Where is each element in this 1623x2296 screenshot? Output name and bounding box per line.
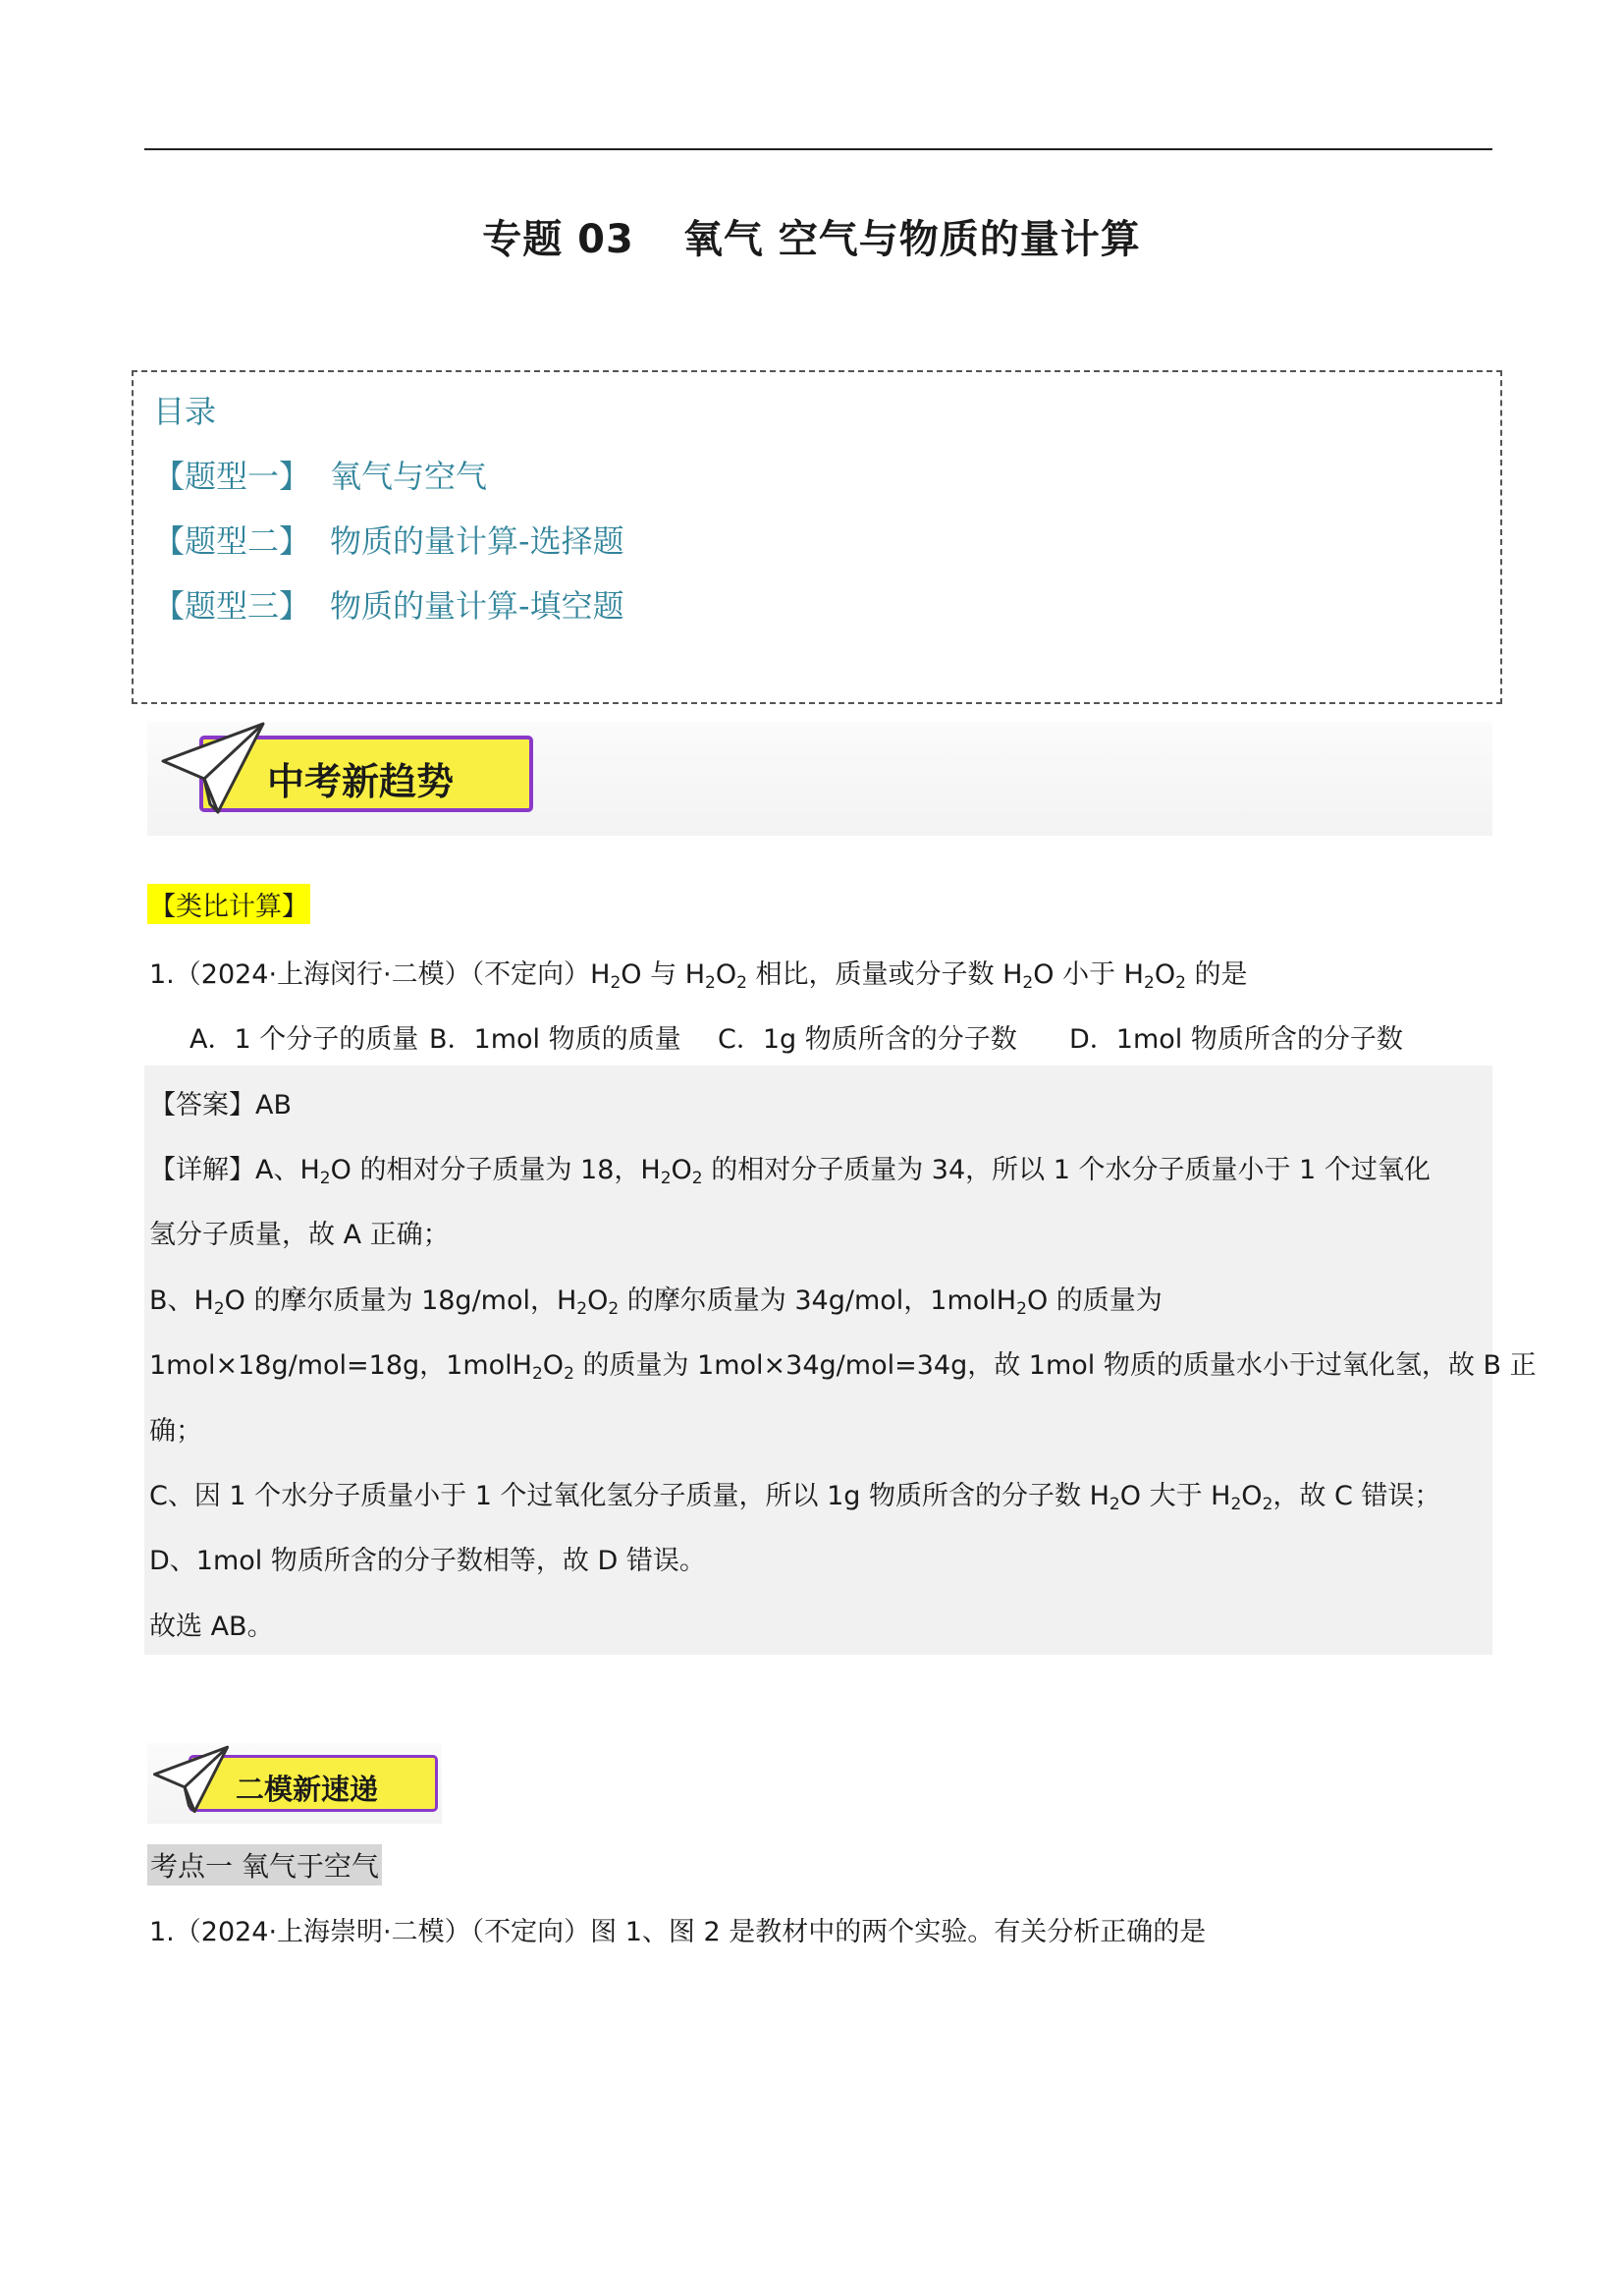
explain-line-6: C、因 1 个水分子质量小于 1 个过氧化氢分子质量，所以 1g 物质所含的分子数 $H_2O$ 大于 $H_2O_2$，故 C 错误； bbox=[149, 1481, 1441, 1514]
toc-item-3[interactable] bbox=[153, 581, 624, 627]
question-2 bbox=[149, 1910, 1206, 1948]
explain-label: 【详解】 bbox=[149, 1155, 255, 1185]
option-b: B．1mol 物质的质量 bbox=[429, 1024, 681, 1055]
banner-zhongkao-label: 中考新趋势 bbox=[267, 760, 455, 803]
answer-value: AB bbox=[255, 1090, 292, 1121]
section-label-leibi: 【类比计算】 bbox=[147, 884, 310, 924]
toc-item-2[interactable] bbox=[153, 517, 624, 562]
answer-line bbox=[149, 1083, 292, 1121]
toc-item-tag: 【题型一】 bbox=[153, 458, 311, 495]
banner-ermo-area bbox=[147, 1743, 442, 1824]
explain-line-5: 确； bbox=[149, 1416, 202, 1447]
explain-line-3: B、$H_2O$ 的摩尔质量为 18g/mol，$H_2O_2$ 的摩尔质量为 34g/mol，1molH$_2$O 的质量为 bbox=[149, 1285, 1163, 1319]
toc-item-tag: 【题型三】 bbox=[153, 587, 311, 625]
option-d: D．1mol 物质所含的分子数 bbox=[1069, 1024, 1403, 1055]
explain-line-8: 故选 AB。 bbox=[149, 1612, 274, 1642]
paper-plane-icon bbox=[153, 1745, 232, 1818]
explain-line-7: D、1mol 物质所含的分子数相等，故 D 错误。 bbox=[149, 1546, 706, 1576]
table-of-contents bbox=[132, 370, 1502, 704]
explain-line-4: 1mol×18g/mol=18g，$1molH_2O_2$ 的质量为 1mol×34g/mol=34g，故 1mol 物质的质量水小于过氧化氢，故 B 正 bbox=[149, 1350, 1537, 1384]
question-source: （2024·上海闵行·二模）（不定向） bbox=[174, 959, 591, 990]
toc-item-tag: 【题型二】 bbox=[153, 522, 311, 560]
option-a: A．1 个分子的质量 bbox=[189, 1024, 419, 1055]
explain-line-2: 氢分子质量，故 A 正确； bbox=[149, 1220, 450, 1250]
explain-line-1: 【详解】A、$H_2O$ 的相对分子质量为 18，$H_2O_2$ 的相对分子质量为 34，所以 1 个水分子质量小于 1 个过氧化 bbox=[149, 1155, 1431, 1188]
toc-heading: 目录 bbox=[153, 393, 217, 430]
banner-ermo-label: 二模新速递 bbox=[236, 1773, 379, 1806]
paper-plane-icon bbox=[161, 722, 269, 820]
toc-item-text: 氧气与空气 bbox=[330, 458, 488, 495]
page-title bbox=[0, 208, 1623, 264]
kaodian-label: 考点一 氧气于空气 bbox=[147, 1844, 382, 1886]
header-rule bbox=[144, 148, 1492, 150]
title-prefix: 专题 03 bbox=[482, 217, 634, 262]
question-number: 1. bbox=[149, 1917, 175, 1947]
toc-item-text: 物质的量计算-选择题 bbox=[330, 522, 624, 560]
question-1 bbox=[149, 953, 1248, 991]
question-number: 1. bbox=[149, 959, 175, 990]
banner-zhongkao-area bbox=[147, 722, 1492, 836]
answer-label: 【答案】 bbox=[149, 1090, 255, 1121]
option-c: C．1g 物质所含的分子数 bbox=[718, 1024, 1017, 1055]
question-source: （2024·上海崇明·二模）（不定向） bbox=[174, 1917, 591, 1947]
question-stem: 图 1、图 2 是教材中的两个实验。有关分析正确的是 bbox=[590, 1917, 1207, 1947]
toc-item-text: 物质的量计算-填空题 bbox=[330, 587, 624, 625]
toc-item-1[interactable] bbox=[153, 452, 487, 497]
question-stem: $H_2O$ 与 $H_2O_2$ 相比，质量或分子数 $H_2O$ 小于 $H_2O_2$ 的是 bbox=[590, 959, 1248, 993]
title-main: 氧气 空气与物质的量计算 bbox=[682, 217, 1141, 262]
